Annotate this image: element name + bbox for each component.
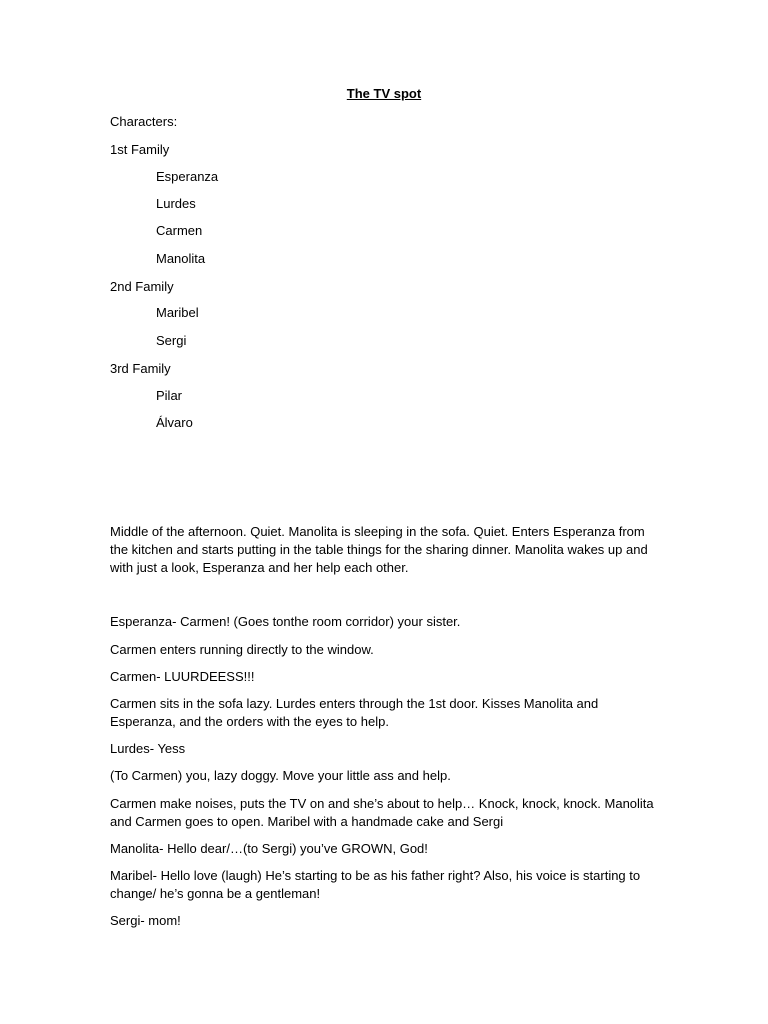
dialogue-line: Esperanza- Carmen! (Goes tonthe room corridor) your sister. [110, 614, 461, 629]
stage-direction-paragraph: Middle of the afternoon. Quiet. Manolita is sleeping in the sofa. Quiet. Enters Esperanza from the kitchen and starts putting in the table things for the sharing dinner. Manolita wakes up and with just a look, Esperanza and her help each other. [110, 524, 648, 575]
character-name: Carmen [156, 223, 203, 238]
family-heading: 1st Family [110, 142, 170, 157]
character-name: Álvaro [156, 415, 193, 430]
document-title: The TV spot [346, 86, 422, 101]
character-name: Esperanza [156, 169, 219, 184]
dialogue-line: Sergi- mom! [110, 913, 181, 928]
character-name: Manolita [156, 251, 206, 266]
dialogue-line: Maribel- Hello love (laugh) He’s starting to be as his father right? Also, his voice is starting to change/ he’s gonna be a gentleman! [110, 868, 641, 901]
stage-direction-paragraph: Carmen make noises, puts the TV on and she’s about to help… Knock, knock, knock. Manolita and Carmen goes to open. Maribel with a handmade cake and Sergi [110, 796, 654, 829]
character-name: Pilar [156, 388, 183, 403]
character-name: Maribel [156, 305, 199, 320]
stage-direction-paragraph: Carmen enters running directly to the window. [110, 642, 374, 657]
dialogue-line: Lurdes- Yess [110, 741, 186, 756]
character-name: Sergi [156, 333, 187, 348]
dialogue-line: Carmen- LUURDEESS!!! [110, 669, 255, 684]
stage-direction-paragraph: Carmen sits in the sofa lazy. Lurdes enters through the 1st door. Kisses Manolita and Esperanza, and the orders with the eyes to help. [110, 696, 599, 729]
character-name: Lurdes [156, 196, 196, 211]
dialogue-line: (To Carmen) you, lazy doggy. Move your little ass and help. [110, 768, 451, 783]
characters-heading: Characters: [110, 114, 178, 129]
dialogue-line: Manolita- Hello dear/…(to Sergi) you’ve GROWN, God! [110, 841, 428, 856]
family-heading: 2nd Family [110, 279, 174, 294]
family-heading: 3rd Family [110, 361, 171, 376]
